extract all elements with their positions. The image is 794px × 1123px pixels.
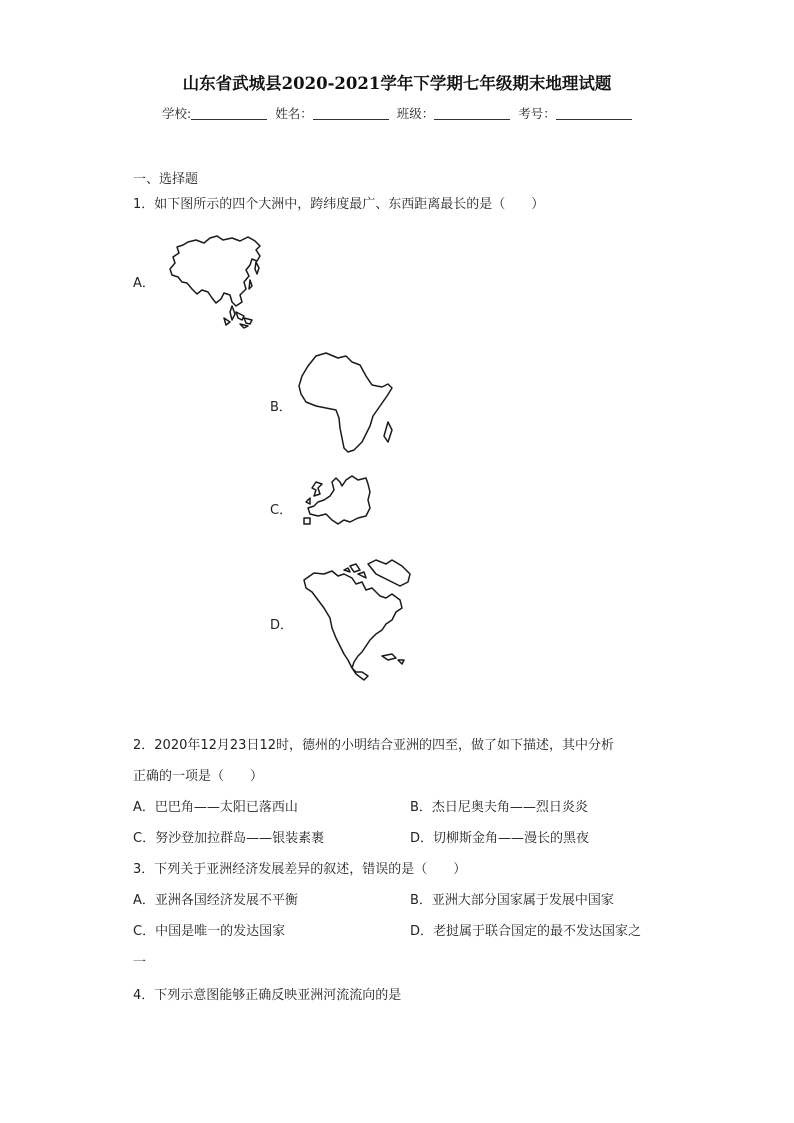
q3-option-c[interactable]: C．中国是唯一的发达国家 [133, 924, 286, 939]
q3-option-d[interactable]: D．老挝属于联合国定的最不发达国家之 [410, 924, 642, 939]
q1-stem: 1．如下图所示的四个大洲中，跨纬度最广、东西距离最长的是（ ） [133, 197, 545, 212]
q2-stem-line1: 2．2020年12月23日12时，德州的小明结合亚洲的四至，做了如下描述，其中分析 [133, 738, 614, 753]
q3-option-a[interactable]: A．亚洲各国经济发展不平衡 [133, 893, 298, 908]
section-heading: 一、选择题 [133, 172, 199, 187]
q1-option-d-label[interactable]: D． [270, 618, 294, 633]
q1-option-a-label[interactable]: A． [133, 276, 155, 291]
student-info-line [162, 104, 632, 122]
q2-option-b[interactable]: B．杰日尼奥夫角——烈日炎炎 [410, 800, 588, 815]
africa-map-image [296, 350, 408, 460]
q2-stem-line2: 正确的一项是（ ） [133, 769, 264, 784]
q1-option-b-label[interactable]: B． [270, 400, 292, 415]
q2-option-d[interactable]: D．切柳斯金角——漫长的黑夜 [410, 831, 590, 846]
q3-stem: 3．下列关于亚洲经济发展差异的叙述，错误的是（ ） [133, 862, 467, 877]
page-title: 山东省武城县2020-2021学年下学期七年级期末地理试题 [182, 74, 612, 93]
q1-option-c-label[interactable]: C． [270, 503, 293, 518]
number-blank[interactable] [556, 107, 632, 120]
asia-map-image [160, 232, 270, 330]
class-blank[interactable] [434, 107, 510, 120]
q2-option-c[interactable]: C．努沙登加拉群岛——银装素裹 [133, 831, 325, 846]
name-label: 姓名： [275, 106, 313, 121]
north-america-map-image [296, 556, 416, 686]
class-label: 班级： [396, 106, 435, 121]
q2-option-a[interactable]: A．巴巴角——太阳已落西山 [133, 800, 298, 815]
europe-map-image [296, 474, 374, 530]
q3-option-b[interactable]: B．亚洲大部分国家属于发展中国家 [410, 893, 614, 908]
name-blank[interactable] [313, 107, 389, 120]
school-label: 学校: [162, 106, 192, 121]
q3-option-d-continuation: 一 [133, 955, 147, 970]
q4-stem: 4．下列示意图能够正确反映亚洲河流流向的是 [133, 988, 402, 1003]
number-label: 考号： [518, 106, 556, 121]
school-blank[interactable] [191, 107, 267, 120]
